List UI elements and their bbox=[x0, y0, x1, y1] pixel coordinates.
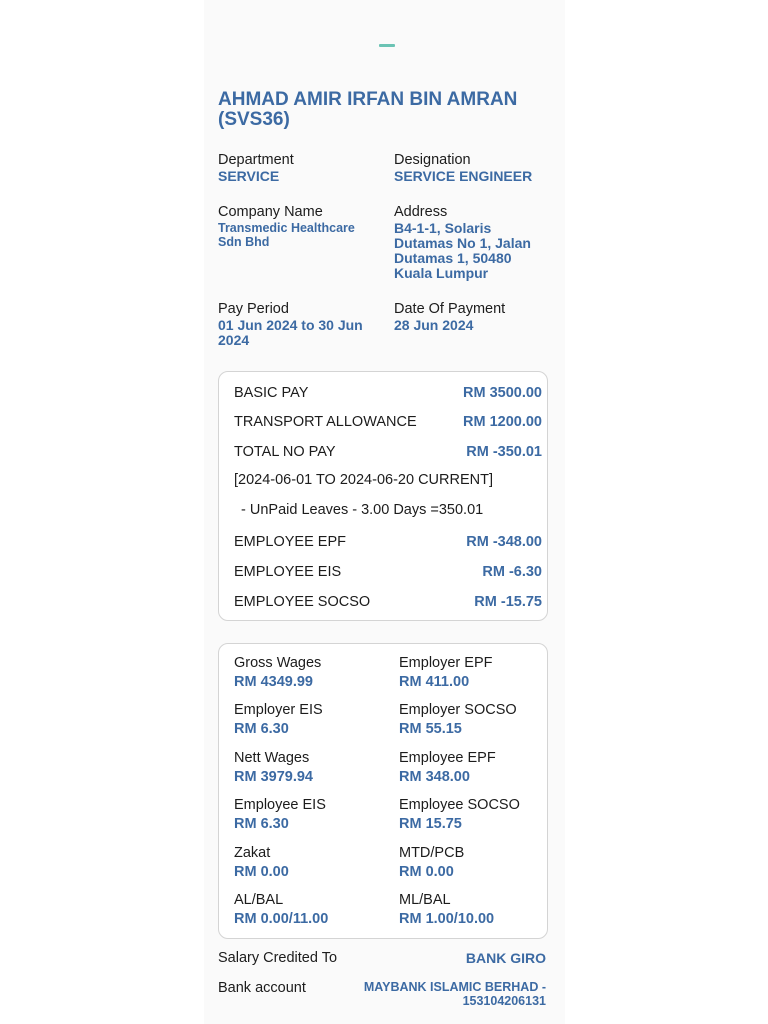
department-field bbox=[218, 151, 378, 184]
account-label: Bank account bbox=[218, 980, 306, 996]
summary-value: RM 4349.99 bbox=[234, 674, 313, 690]
address-field bbox=[394, 203, 544, 281]
summary-label: Employer EIS bbox=[234, 702, 323, 718]
employee-socso-cell bbox=[399, 796, 559, 834]
summary-value: RM 1.00/10.00 bbox=[399, 911, 495, 927]
summary-card bbox=[218, 643, 548, 939]
socso-row bbox=[234, 591, 542, 613]
eis-label: EMPLOYEE EIS bbox=[234, 564, 342, 580]
ml-bal-cell bbox=[399, 891, 559, 929]
summary-label: Employer EPF bbox=[399, 655, 493, 671]
summary-value: RM 0.00 bbox=[399, 864, 454, 880]
pay-period-field bbox=[218, 300, 378, 348]
address-label: Address bbox=[394, 204, 448, 220]
summary-label: ML/BAL bbox=[399, 892, 451, 908]
summary-value: RM 411.00 bbox=[399, 674, 470, 690]
summary-label: Employee SOCSO bbox=[399, 797, 520, 813]
pay-period-value: 01 Jun 2024 to 30 Jun 2024 bbox=[218, 317, 363, 348]
account-value: MAYBANK ISLAMIC BERHAD - 153104206131 bbox=[363, 980, 546, 1008]
employer-eis-cell bbox=[234, 701, 394, 739]
payment-date-field bbox=[394, 300, 554, 333]
no-pay-value: RM -350.01 bbox=[466, 444, 542, 460]
earnings-card bbox=[218, 371, 548, 621]
transport-value: RM 1200.00 bbox=[463, 414, 542, 430]
no-pay-detail: - UnPaid Leaves - 3.00 Days =350.01 bbox=[241, 502, 484, 518]
mtd-pcb-cell bbox=[399, 844, 559, 882]
employer-socso-cell bbox=[399, 701, 559, 739]
summary-label: AL/BAL bbox=[234, 892, 284, 908]
designation-label: Designation bbox=[394, 152, 471, 168]
department-label: Department bbox=[218, 152, 294, 168]
employer-epf-cell bbox=[399, 654, 559, 692]
socso-label: EMPLOYEE SOCSO bbox=[234, 594, 371, 610]
employee-eis-cell bbox=[234, 796, 394, 834]
company-label: Company Name bbox=[218, 204, 323, 220]
summary-label: MTD/PCB bbox=[399, 845, 465, 861]
employee-epf-cell bbox=[399, 749, 559, 787]
epf-value: RM -348.00 bbox=[466, 534, 542, 550]
al-bal-cell bbox=[234, 891, 394, 929]
payment-date-label: Date Of Payment bbox=[394, 301, 506, 317]
bank-account-row bbox=[218, 980, 546, 1008]
eis-row bbox=[234, 561, 542, 583]
summary-value: RM 6.30 bbox=[234, 721, 289, 737]
company-field bbox=[218, 203, 368, 249]
socso-value: RM -15.75 bbox=[474, 594, 542, 610]
summary-label: Employee EPF bbox=[399, 750, 496, 766]
summary-label: Zakat bbox=[234, 845, 271, 861]
designation-value: SERVICE ENGINEER bbox=[394, 168, 533, 184]
epf-row bbox=[234, 531, 542, 553]
transmedic-logo-icon bbox=[378, 42, 396, 48]
no-pay-row bbox=[234, 441, 542, 463]
summary-value: RM 0.00 bbox=[234, 864, 289, 880]
basic-pay-value: RM 3500.00 bbox=[463, 385, 542, 401]
basic-pay-row bbox=[234, 382, 542, 404]
transport-label: TRANSPORT ALLOWANCE bbox=[234, 414, 417, 430]
summary-label: Employer SOCSO bbox=[399, 702, 517, 718]
summary-label: Gross Wages bbox=[234, 655, 322, 671]
payment-date-value: 28 Jun 2024 bbox=[394, 317, 474, 333]
credited-value: BANK GIRO bbox=[465, 950, 546, 966]
summary-value: RM 3979.94 bbox=[234, 769, 313, 785]
epf-label: EMPLOYEE EPF bbox=[234, 534, 347, 550]
transport-row bbox=[234, 411, 542, 433]
address-value: B4-1-1, Solaris Dutamas No 1, Jalan Dutamas 1, 50480 Kuala Lumpur bbox=[394, 220, 531, 281]
nett-wages-cell bbox=[234, 749, 394, 787]
summary-value: RM 15.75 bbox=[399, 816, 462, 832]
basic-pay-label: BASIC PAY bbox=[234, 385, 309, 401]
payslip-page bbox=[204, 0, 565, 1024]
no-pay-period: [2024-06-01 TO 2024-06-20 CURRENT] bbox=[234, 472, 493, 488]
pay-period-label: Pay Period bbox=[218, 301, 289, 317]
salary-credited-row bbox=[218, 950, 546, 966]
zakat-cell bbox=[234, 844, 394, 882]
company-value: Transmedic Healthcare Sdn Bhd bbox=[218, 221, 355, 249]
summary-value: RM 55.15 bbox=[399, 721, 462, 737]
summary-label: Nett Wages bbox=[234, 750, 310, 766]
summary-value: RM 348.00 bbox=[399, 769, 470, 785]
employee-name: AHMAD AMIR IRFAN BIN AMRAN (SVS36) bbox=[218, 89, 518, 130]
credited-label: Salary Credited To bbox=[218, 950, 338, 966]
summary-label: Employee EIS bbox=[234, 797, 326, 813]
gross-wages-cell bbox=[234, 654, 394, 692]
designation-field bbox=[394, 151, 554, 184]
department-value: SERVICE bbox=[218, 168, 280, 184]
summary-value: RM 0.00/11.00 bbox=[234, 911, 329, 927]
eis-value: RM -6.30 bbox=[482, 564, 542, 580]
summary-value: RM 6.30 bbox=[234, 816, 289, 832]
no-pay-label: TOTAL NO PAY bbox=[234, 444, 336, 460]
